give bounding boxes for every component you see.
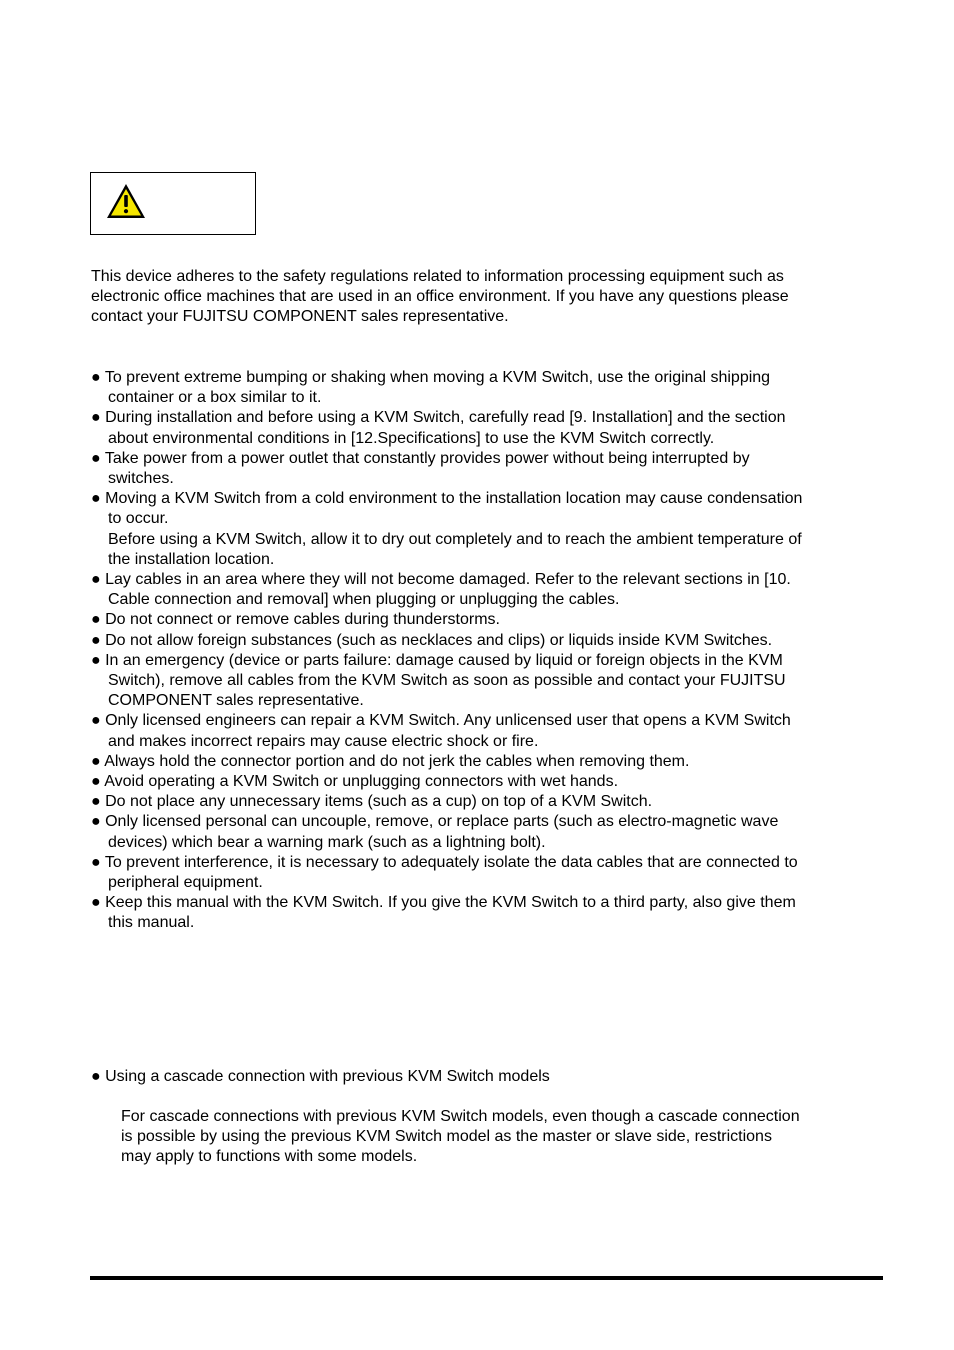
safety-item-text: ● Do not connect or remove cables during thunderstorms. [91, 611, 500, 629]
safety-item [91, 489, 891, 570]
safety-item-continuation: the installation location. [108, 550, 275, 568]
safety-item [91, 449, 891, 489]
cascade-line: may apply to functions with some models. [121, 1148, 418, 1166]
safety-item [91, 752, 891, 772]
safety-item-continuation: Before using a KVM Switch, allow it to dry out completely and to reach the ambient temperature of [108, 530, 802, 548]
safety-item-text: ● Only licensed personal can uncouple, remove, or replace parts (such as electro-magnetic wave [91, 813, 779, 831]
safety-item-continuation: Switch), remove all cables from the KVM Switch as soon as possible and contact your FUJITSU [108, 672, 786, 690]
safety-item [91, 570, 891, 610]
safety-item [91, 853, 891, 893]
safety-item-continuation: peripheral equipment. [108, 874, 263, 892]
safety-item-text: ● Only licensed engineers can repair a KVM Switch. Any unlicensed user that opens a KVM Switch [91, 712, 791, 730]
safety-item [91, 408, 891, 448]
safety-item [91, 792, 891, 812]
safety-item-text: ● Moving a KVM Switch from a cold environment to the installation location may cause condensation [91, 490, 803, 508]
safety-item-text: ● To prevent interference, it is necessary to adequately isolate the data cables that are connected to [91, 853, 798, 871]
safety-item-continuation: container or a box similar to it. [108, 389, 322, 407]
cascade-paragraph [121, 1107, 881, 1168]
safety-item-continuation: switches. [108, 470, 174, 488]
safety-item-continuation: Cable connection and removal] when plugging or unplugging the cables. [108, 591, 620, 609]
safety-item-continuation: COMPONENT sales representative. [108, 692, 364, 710]
safety-item [91, 368, 891, 408]
safety-item-continuation: to occur. [108, 510, 169, 528]
safety-item [91, 711, 891, 751]
safety-item [91, 631, 891, 651]
safety-item-text: ● Take power from a power outlet that constantly provides power without being interrupted by [91, 449, 750, 467]
safety-item-continuation: and makes incorrect repairs may cause electric shock or fire. [108, 732, 539, 750]
safety-item [91, 772, 891, 792]
safety-item-text: ● Lay cables in an area where they will not become damaged. Refer to the relevant sections in [10. [91, 571, 791, 589]
safety-item-text: ● Always hold the connector portion and do not jerk the cables when removing them. [91, 752, 690, 770]
safety-item-text: ● Do not allow foreign substances (such as necklaces and clips) or liquids inside KVM Switches. [91, 631, 773, 649]
safety-item [91, 651, 891, 712]
caution-box [90, 172, 256, 235]
cascade-line: is possible by using the previous KVM Switch model as the master or slave side, restrictions [121, 1128, 772, 1146]
safety-item-text: ● Keep this manual with the KVM Switch. If you give the KVM Switch to a third party, also give them [91, 894, 796, 912]
safety-item [91, 893, 891, 933]
intro-line: This device adheres to the safety regulations related to information processing equipment such as [91, 268, 784, 285]
intro-line: electronic office machines that are used in an office environment. If you have any questions please [91, 288, 789, 306]
safety-item [91, 812, 891, 852]
safety-item-text: ● In an emergency (device or parts failure: damage caused by liquid or foreign objects in the KVM [91, 651, 783, 669]
cascade-heading: ● Using a cascade connection with previous KVM Switch models [91, 1068, 550, 1085]
warning-triangle-icon [105, 182, 147, 220]
safety-item-continuation: this manual. [108, 914, 195, 932]
safety-item-text: ● Avoid operating a KVM Switch or unplugging connectors with wet hands. [91, 773, 619, 791]
safety-item [91, 610, 891, 630]
safety-item-text: ● During installation and before using a KVM Switch, carefully read [9. Installation] and the section [91, 409, 786, 427]
safety-item-text: ● Do not place any unnecessary items (such as a cup) on top of a KVM Switch. [91, 793, 653, 811]
safety-item-text: ● To prevent extreme bumping or shaking when moving a KVM Switch, use the original shipping [91, 369, 771, 386]
safety-item-continuation: devices) which bear a warning mark (such as a lightning bolt). [108, 833, 546, 851]
intro-paragraph [91, 267, 881, 328]
safety-precautions-list [91, 368, 891, 934]
cascade-line: For cascade connections with previous KVM Switch models, even though a cascade connection [121, 1108, 800, 1125]
safety-item-continuation: about environmental conditions in [12.Specifications] to use the KVM Switch correctly. [108, 429, 715, 447]
intro-line: contact your FUJITSU COMPONENT sales representative. [91, 308, 509, 326]
footer-rule [90, 1276, 883, 1280]
